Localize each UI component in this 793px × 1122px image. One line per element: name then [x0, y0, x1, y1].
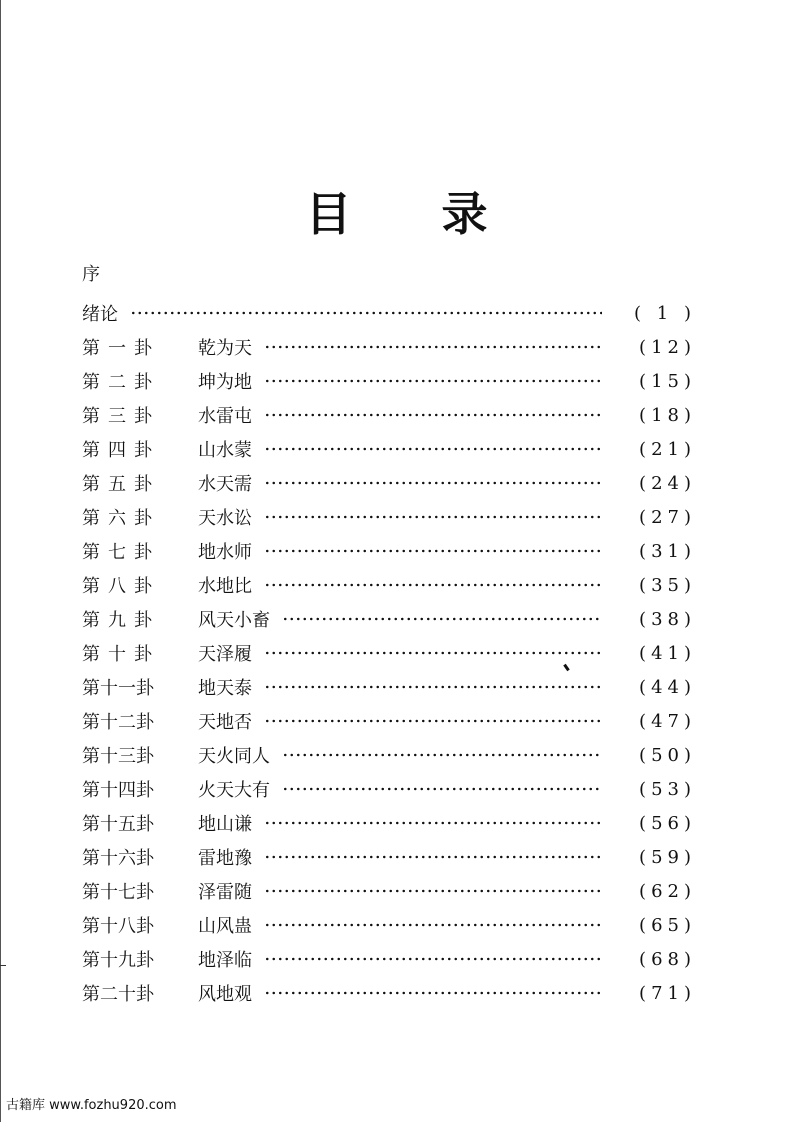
toc-page-number: (71): [639, 982, 696, 1004]
toc-chapter-number: 第五卦: [82, 474, 160, 495]
toc-preface[interactable]: 序: [82, 264, 100, 285]
toc-page-number: (59): [639, 846, 696, 868]
toc-page-number: (31): [639, 540, 696, 562]
toc-entry[interactable]: [82, 976, 696, 1010]
toc-page-number: ( 1 ): [634, 302, 696, 324]
toc-page-number: (35): [639, 574, 696, 596]
toc-leader-dots: [130, 311, 602, 315]
toc-leader-dots: [282, 753, 602, 757]
toc-hexagram-name: 天水讼: [198, 508, 252, 529]
toc-chapter-number: 第十二卦: [82, 712, 154, 733]
toc-page-number: (21): [639, 438, 696, 460]
toc-chapter-number: 第四卦: [82, 440, 160, 461]
toc-leader-dots: [282, 617, 602, 621]
toc-leader-dots: [264, 379, 602, 383]
toc-leader-dots: [264, 481, 602, 485]
toc-page-number: (44): [639, 676, 696, 698]
toc-page-number: (38): [639, 608, 696, 630]
toc-leader-dots: [264, 345, 602, 349]
toc-entry[interactable]: [82, 432, 696, 466]
toc-chapter-number: 第一卦: [82, 338, 160, 359]
toc-hexagram-name: 山风蛊: [198, 916, 252, 937]
page-edge-line: [0, 0, 1, 1122]
toc-entry[interactable]: [82, 806, 696, 840]
toc-leader-dots: [264, 719, 602, 723]
toc-hexagram-name: 雷地豫: [198, 848, 252, 869]
toc-entry[interactable]: [82, 704, 696, 738]
toc-chapter-number: 第十九卦: [82, 950, 154, 971]
toc-hexagram-name: 地山谦: [198, 814, 252, 835]
toc-entry-name: 绪论: [82, 304, 118, 325]
toc-entry[interactable]: [82, 908, 696, 942]
toc-page-number: (47): [639, 710, 696, 732]
toc-page-number: (12): [639, 336, 696, 358]
toc-leader-dots: [264, 413, 602, 417]
toc-hexagram-name: 火天大有: [198, 780, 270, 801]
toc-entry[interactable]: [82, 364, 696, 398]
toc-chapter-number: 第十卦: [82, 644, 160, 665]
toc-hexagram-name: 天地否: [198, 712, 252, 733]
toc-entry[interactable]: [82, 568, 696, 602]
toc-page-number: (53): [639, 778, 696, 800]
toc-hexagram-name: 水雷屯: [198, 406, 252, 427]
toc-leader-dots: [264, 855, 602, 859]
edge-tick: [0, 965, 6, 966]
toc-entry-intro[interactable]: [82, 296, 696, 330]
toc-page-number: (27): [639, 506, 696, 528]
toc-entry[interactable]: [82, 738, 696, 772]
toc-hexagram-name: 乾为天: [198, 338, 252, 359]
toc-page-number: (56): [639, 812, 696, 834]
toc-chapter-number: 第六卦: [82, 508, 160, 529]
toc-page-number: (24): [639, 472, 696, 494]
table-of-contents: [82, 262, 696, 1010]
toc-leader-dots: [264, 821, 602, 825]
toc-entry[interactable]: [82, 466, 696, 500]
toc-entry[interactable]: [82, 942, 696, 976]
toc-chapter-number: 第七卦: [82, 542, 160, 563]
toc-page-number: (65): [639, 914, 696, 936]
toc-chapter-number: 第九卦: [82, 610, 160, 631]
toc-page-number: (50): [639, 744, 696, 766]
watermark-footer: 古籍库 www.fozhu920.com: [6, 1098, 177, 1113]
toc-chapter-number: 第十三卦: [82, 746, 154, 767]
toc-page-number: (41): [639, 642, 696, 664]
toc-entry[interactable]: [82, 602, 696, 636]
toc-chapter-number: 第十一卦: [82, 678, 154, 699]
toc-leader-dots: [264, 515, 602, 519]
toc-chapter-number: 第二十卦: [82, 984, 154, 1005]
toc-leader-dots: [264, 651, 602, 655]
toc-chapter-number: 第三卦: [82, 406, 160, 427]
toc-entry[interactable]: [82, 670, 696, 704]
toc-hexagram-name: 地泽临: [198, 950, 252, 971]
toc-entry[interactable]: [82, 500, 696, 534]
toc-entry[interactable]: [82, 772, 696, 806]
toc-chapter-number: 第十八卦: [82, 916, 154, 937]
title-char-1: 目: [305, 187, 352, 241]
toc-leader-dots: [264, 447, 602, 451]
toc-hexagram-name: 风天小畜: [198, 610, 270, 631]
toc-chapter-number: 第八卦: [82, 576, 160, 597]
toc-page-number: (68): [639, 948, 696, 970]
toc-leader-dots: [264, 583, 602, 587]
toc-entry[interactable]: [82, 330, 696, 364]
toc-leader-dots: [282, 787, 602, 791]
toc-leader-dots: [264, 889, 602, 893]
toc-leader-dots: [264, 685, 602, 689]
toc-entry[interactable]: [82, 534, 696, 568]
toc-leader-dots: [264, 957, 602, 961]
toc-chapter-number: 第二卦: [82, 372, 160, 393]
toc-chapter-number: 第十七卦: [82, 882, 154, 903]
toc-hexagram-name: 水天需: [198, 474, 252, 495]
toc-entry[interactable]: [82, 840, 696, 874]
toc-leader-dots: [264, 991, 602, 995]
toc-entry[interactable]: [82, 874, 696, 908]
toc-page-number: (18): [639, 404, 696, 426]
toc-hexagram-name: 风地观: [198, 984, 252, 1005]
toc-hexagram-name: 山水蒙: [198, 440, 252, 461]
toc-entry[interactable]: [82, 398, 696, 432]
toc-page-number: (15): [639, 370, 696, 392]
toc-hexagram-name: 水地比: [198, 576, 252, 597]
toc-page-number: (62): [639, 880, 696, 902]
toc-chapter-number: 第十四卦: [82, 780, 154, 801]
page-title: [0, 178, 793, 244]
toc-chapter-number: 第十六卦: [82, 848, 154, 869]
toc-hexagram-name: 地水师: [198, 542, 252, 563]
toc-chapter-number: 第十五卦: [82, 814, 154, 835]
toc-hexagram-name: 地天泰: [198, 678, 252, 699]
toc-hexagram-name: 天火同人: [198, 746, 270, 767]
toc-leader-dots: [264, 923, 602, 927]
toc-entry[interactable]: [82, 636, 696, 670]
toc-hexagram-name: 天泽履: [198, 644, 252, 665]
toc-leader-dots: [264, 549, 602, 553]
toc-hexagram-name: 泽雷随: [198, 882, 252, 903]
toc-chapter-list: [82, 330, 696, 1010]
toc-hexagram-name: 坤为地: [198, 372, 252, 393]
title-char-2: 录: [441, 187, 488, 241]
